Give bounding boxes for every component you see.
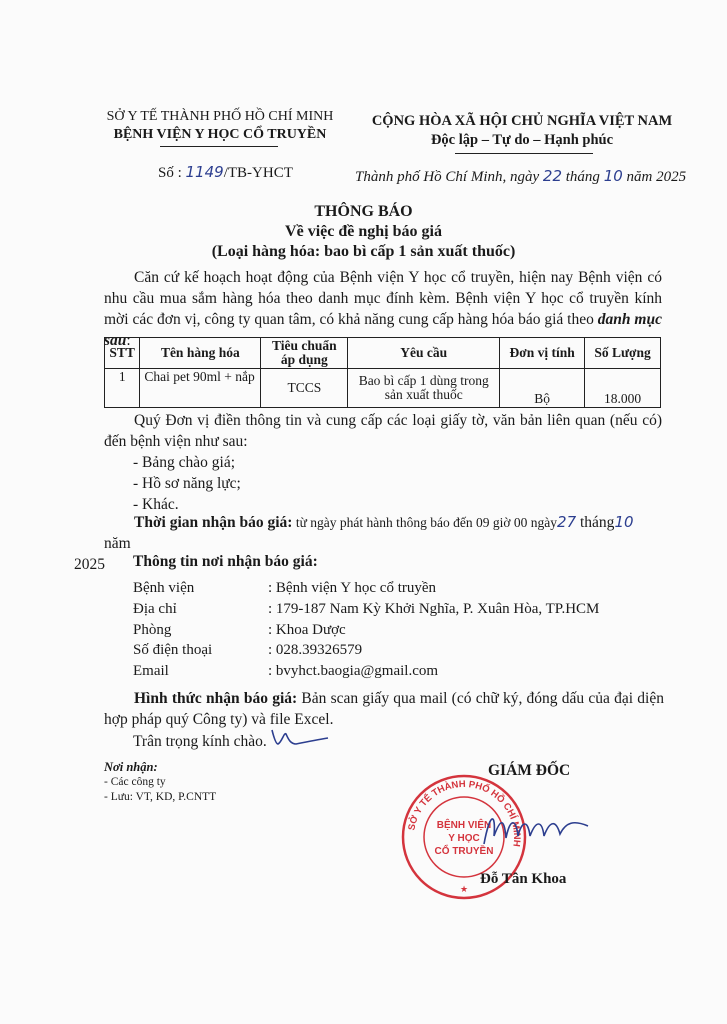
header-stt: STT bbox=[105, 338, 140, 369]
cell-stt: 1 bbox=[105, 369, 140, 408]
date-month: 10 bbox=[603, 167, 623, 185]
hospital-name: BỆNH VIỆN Y HỌC CỔ TRUYỀN bbox=[113, 127, 327, 142]
info-label-email: Email bbox=[133, 663, 169, 679]
stamp-ring-text: SỞ Y TẾ THÀNH PHỐ HỒ CHÍ MINH bbox=[406, 778, 523, 848]
header-standard: Tiêu chuẩn áp dụng bbox=[261, 338, 348, 369]
header-requirement: Yêu cầu bbox=[348, 338, 500, 369]
signer-name: Đỗ Tân Khoa bbox=[480, 871, 567, 887]
date-day: 22 bbox=[542, 167, 563, 185]
issue-date bbox=[355, 167, 686, 186]
info-value-department: : Khoa Dược bbox=[268, 622, 346, 638]
header-unit: Đơn vị tính bbox=[500, 338, 585, 369]
initials-mark bbox=[266, 724, 330, 752]
closing-greeting: Trân trọng kính chào. bbox=[133, 733, 267, 750]
intro-end: : bbox=[126, 332, 131, 349]
table-header-row bbox=[105, 338, 661, 369]
receive-form-text: Bản scan giấy qua mail (có chữ ký, đóng dấu của đại diện hợp pháp quý Công ty) và file Excel. bbox=[104, 690, 664, 728]
issuer-header bbox=[100, 108, 340, 144]
intro-text: Căn cứ kế hoạch hoạt động của Bệnh viện Y học cổ truyền, hiện nay Bệnh viện có nhu cầu mua sắm hàng hóa theo danh mục đính kèm. Bệnh viện Y học cổ truyền kính mời các đơn vị, công ty quan tâm, có khả năng cung cấp hàng hóa báo giá theo bbox=[104, 269, 662, 328]
receive-month: 10 bbox=[614, 513, 634, 531]
list-item: - Hồ sơ năng lực; bbox=[133, 475, 241, 492]
info-label-hospital: Bệnh viện bbox=[133, 580, 195, 596]
goods-table bbox=[104, 337, 661, 408]
recipients-block bbox=[104, 760, 216, 805]
date-year: năm 2025 bbox=[626, 169, 687, 185]
info-value-phone: : 028.39326579 bbox=[268, 642, 363, 658]
list-item: - Lưu: VT, KD, P.CNTT bbox=[104, 791, 217, 803]
title-subject: Về việc đề nghị báo giá bbox=[285, 223, 442, 240]
list-item: - Bảng chào giá; bbox=[133, 454, 236, 471]
receive-year: 2025 bbox=[74, 556, 105, 573]
receive-month-label: tháng bbox=[580, 514, 615, 531]
table-row bbox=[105, 369, 661, 408]
header-item-name: Tên hàng hóa bbox=[140, 338, 261, 369]
cell-standard: TCCS bbox=[261, 369, 348, 408]
cell-quantity: 18.000 bbox=[585, 369, 661, 408]
intro-emphasis: danh mục sau bbox=[104, 311, 662, 349]
stamp-star-icon: ★ bbox=[459, 884, 469, 894]
country-name: CỘNG HÒA XÃ HỘI CHỦ NGHĨA VIỆT NAM bbox=[371, 113, 673, 129]
doc-number-prefix: Số : bbox=[158, 165, 186, 181]
receive-time-text: từ ngày phát hành thông báo đến 09 giờ 00 ngày bbox=[292, 515, 558, 530]
date-prefix: Thành phố Hồ Chí Minh, ngày bbox=[355, 169, 540, 185]
info-label-department: Phòng bbox=[133, 622, 172, 638]
info-label-address: Địa chỉ bbox=[133, 601, 177, 617]
recipients-heading: Nơi nhận: bbox=[104, 760, 158, 774]
header-quantity: Số Lượng bbox=[585, 338, 661, 369]
doc-number-suffix: /TB-YHCT bbox=[223, 165, 293, 181]
info-value-hospital: : Bệnh viện Y học cổ truyền bbox=[268, 580, 437, 596]
motto-underline bbox=[455, 153, 593, 154]
department-name: SỞ Y TẾ THÀNH PHỐ HỒ CHÍ MINH bbox=[106, 109, 334, 124]
doc-number-handwritten: 1149 bbox=[185, 163, 224, 181]
receive-form-label: Hình thức nhận báo giá: bbox=[134, 690, 298, 707]
motto: Độc lập – Tự do – Hạnh phúc bbox=[430, 132, 614, 148]
title-goods-type: (Loại hàng hóa: bao bì cấp 1 sản xuất thuốc) bbox=[211, 243, 516, 260]
stamp-line3: CỔ TRUYỀN bbox=[434, 846, 494, 857]
info-label-phone: Số điện thoại bbox=[133, 642, 213, 658]
receive-form bbox=[104, 688, 664, 730]
stamp-line2: Y HỌC bbox=[448, 833, 480, 844]
title-main: THÔNG BÁO bbox=[314, 203, 413, 220]
info-value-email: : bvyhct.baogia@gmail.com bbox=[268, 663, 439, 679]
list-item: - Khác. bbox=[133, 496, 179, 513]
receive-time-label: Thời gian nhận báo giá: bbox=[134, 514, 293, 531]
cell-requirement: Bao bì cấp 1 dùng trong sản xuất thuốc bbox=[348, 369, 500, 408]
national-motto bbox=[352, 112, 692, 150]
receive-place-heading: Thông tin nơi nhận báo giá: bbox=[133, 553, 318, 570]
documents-request-text: Quý Đơn vị điền thông tin và cung cấp các loại giấy tờ, văn bản liên quan (nếu có) đến bệnh viện như sau: bbox=[104, 412, 662, 450]
cell-unit: Bộ bbox=[500, 369, 585, 408]
documents-list bbox=[133, 452, 241, 515]
signer-title: GIÁM ĐỐC bbox=[488, 762, 571, 779]
issuer-underline bbox=[160, 146, 278, 147]
receive-day: 27 bbox=[557, 513, 577, 531]
document-title bbox=[100, 202, 627, 262]
list-item: - Các công ty bbox=[104, 776, 166, 788]
document-number bbox=[158, 163, 293, 182]
info-value-address: : 179-187 Nam Kỳ Khởi Nghĩa, P. Xuân Hòa, TP.HCM bbox=[268, 601, 600, 617]
stamp-line1: BỆNH VIỆN bbox=[436, 820, 492, 831]
date-month-label: tháng bbox=[565, 169, 600, 185]
receive-year-label: năm bbox=[104, 535, 131, 552]
cell-item-name: Chai pet 90ml + nắp bbox=[140, 369, 261, 408]
signature-scribble bbox=[478, 806, 596, 856]
